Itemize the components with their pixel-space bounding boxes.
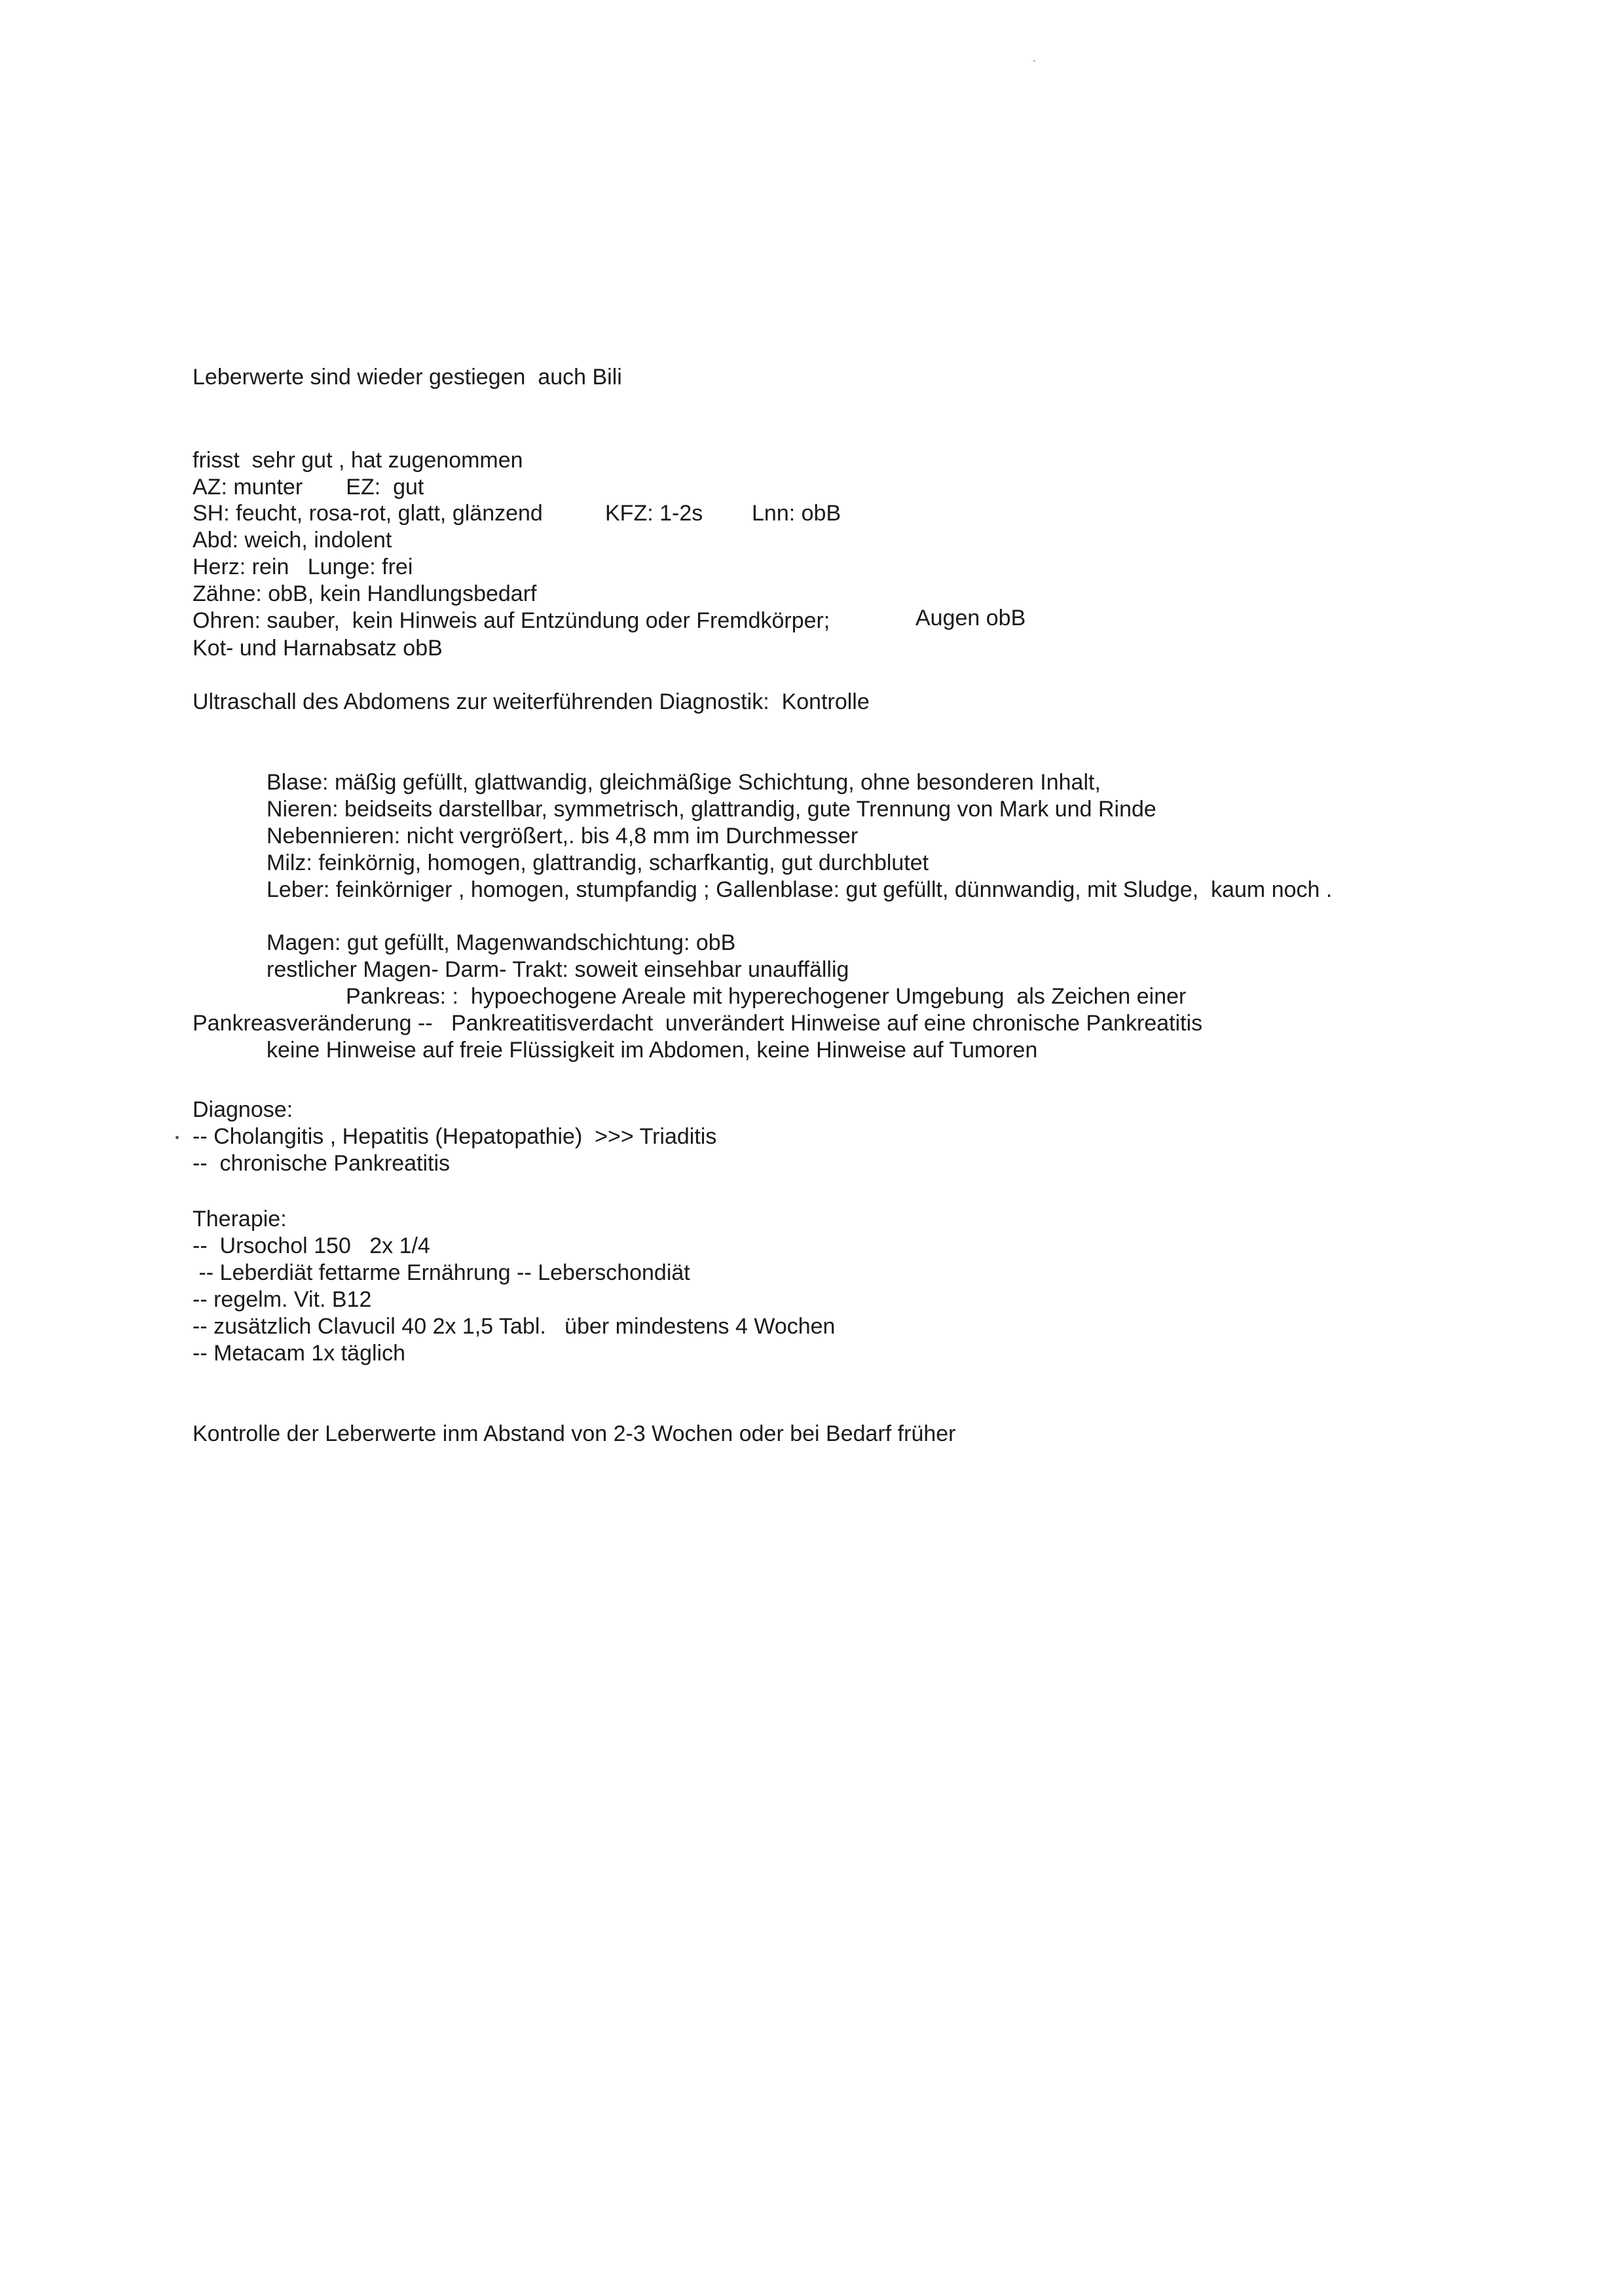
diagnosis-item: -- Cholangitis , Hepatitis (Hepatopathie) >>> Triaditis <box>193 1124 717 1149</box>
diagnosis-heading: Diagnose: <box>193 1097 293 1122</box>
liver-finding: Leber: feinkörniger , homogen, stumpfandig ; Gallenblase: gut gefüllt, dünnwandig, mit Sludge, kaum noch . <box>267 877 1333 902</box>
therapy-heading: Therapie: <box>193 1207 287 1231</box>
therapy-item: -- Ursochol 150 2x 1/4 <box>193 1233 430 1258</box>
pancreas-finding-line2: Pankreasveränderung -- Pankreatitisverdacht unverändert Hinweise auf eine chronische Pankreatitis <box>193 1011 1203 1036</box>
lymph-nodes: Lnn: obB <box>752 501 841 526</box>
teeth-finding: Zähne: obB, kein Handlungsbedarf <box>193 581 537 606</box>
therapy-item: -- Metacam 1x täglich <box>193 1341 405 1366</box>
therapy-item: -- zusätzlich Clavucil 40 2x 1,5 Tabl. über mindestens 4 Wochen <box>193 1314 836 1339</box>
free-fluid-finding: keine Hinweise auf freie Flüssigkeit im Abdomen, keine Hinweise auf Tumoren <box>267 1038 1038 1063</box>
abdomen-finding: Abd: weich, indolent <box>193 528 392 553</box>
liver-values-note: Leberwerte sind wieder gestiegen auch Bili <box>193 365 622 390</box>
eyes-finding: Augen obB <box>915 606 1026 630</box>
excretion-finding: Kot- und Harnabsatz obB <box>193 636 443 661</box>
mucosa-finding: SH: feucht, rosa-rot, glatt, glänzend <box>193 501 543 526</box>
therapy-item: -- Leberdiät fettarme Ernährung -- Leberschondiät <box>193 1260 690 1285</box>
feeding-note: frisst sehr gut , hat zugenommen <box>193 448 523 473</box>
therapy-item: -- regelm. Vit. B12 <box>193 1287 372 1312</box>
spleen-finding: Milz: feinkörnig, homogen, glattrandig, scharfkantig, gut durchblutet <box>267 850 929 875</box>
followup-note: Kontrolle der Leberwerte inm Abstand von 2-3 Wochen oder bei Bedarf früher <box>193 1421 956 1446</box>
ultrasound-heading: Ultraschall des Abdomens zur weiterführenden Diagnostik: Kontrolle <box>193 689 870 714</box>
stomach-finding: Magen: gut gefüllt, Magenwandschichtung: obB <box>267 930 736 955</box>
pancreas-finding-line1: Pankreas: : hypoechogene Areale mit hyperechogener Umgebung als Zeichen einer <box>346 984 1187 1009</box>
ears-finding: Ohren: sauber, kein Hinweis auf Entzündung oder Fremdkörper; <box>193 608 830 633</box>
capillary-refill: KFZ: 1-2s <box>605 501 703 526</box>
gi-tract-finding: restlicher Magen- Darm- Trakt: soweit einsehbar unauffällig <box>267 957 849 982</box>
bladder-finding: Blase: mäßig gefüllt, glattwandig, gleichmäßige Schichtung, ohne besonderen Inhalt, <box>267 770 1101 795</box>
kidneys-finding: Nieren: beidseits darstellbar, symmetrisch, glattrandig, gute Trennung von Mark und Rinde <box>267 797 1156 822</box>
adrenals-finding: Nebennieren: nicht vergrößert,. bis 4,8 mm im Durchmesser <box>267 824 858 848</box>
scan-speck <box>175 1136 179 1139</box>
general-condition: AZ: munter EZ: gut <box>193 475 424 500</box>
scan-speck <box>1033 60 1035 62</box>
diagnosis-item: -- chronische Pankreatitis <box>193 1151 451 1176</box>
heart-lung-finding: Herz: rein Lunge: frei <box>193 555 413 579</box>
